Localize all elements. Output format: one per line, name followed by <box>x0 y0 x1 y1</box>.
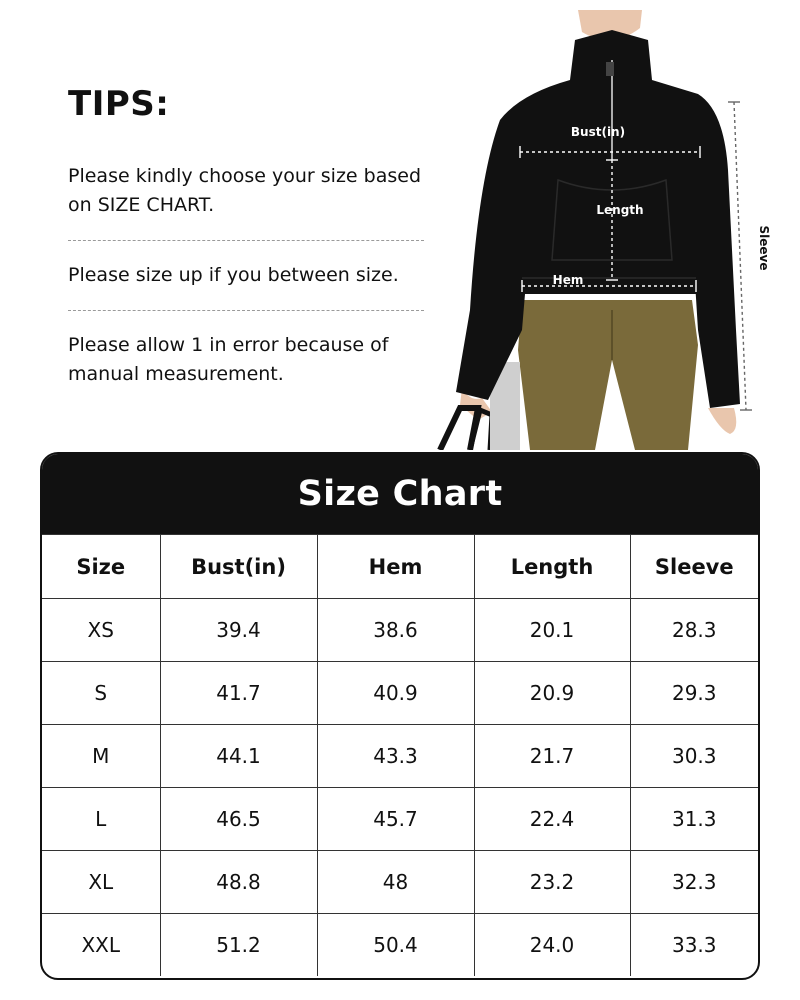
leggings-illustration <box>518 300 698 450</box>
tip-divider <box>68 310 424 311</box>
cell-hem: 38.6 <box>317 599 474 662</box>
size-chart-table <box>42 534 758 976</box>
table-header-row <box>42 535 758 599</box>
cell-sleeve: 31.3 <box>630 788 758 851</box>
length-label: Length <box>596 203 644 217</box>
cell-bust: 46.5 <box>160 788 317 851</box>
cell-hem: 48 <box>317 851 474 914</box>
header-hem: Hem <box>317 535 474 599</box>
size-chart-title: Size Chart <box>42 454 758 534</box>
cell-size: XL <box>42 851 160 914</box>
table-row <box>42 914 758 977</box>
header-size: Size <box>42 535 160 599</box>
cell-sleeve: 33.3 <box>630 914 758 977</box>
cell-sleeve: 28.3 <box>630 599 758 662</box>
cell-length: 22.4 <box>474 788 630 851</box>
cell-hem: 50.4 <box>317 914 474 977</box>
table-row <box>42 788 758 851</box>
hem-label: Hem <box>552 273 584 287</box>
cell-size: S <box>42 662 160 725</box>
cell-length: 20.1 <box>474 599 630 662</box>
cell-sleeve: 30.3 <box>630 725 758 788</box>
cell-size: XS <box>42 599 160 662</box>
cell-size: L <box>42 788 160 851</box>
cell-hem: 45.7 <box>317 788 474 851</box>
size-chart-card <box>40 452 760 980</box>
cell-hem: 43.3 <box>317 725 474 788</box>
cell-bust: 51.2 <box>160 914 317 977</box>
tips-section <box>68 84 438 389</box>
tip-2: Please size up if you between size. <box>68 264 399 286</box>
cell-length: 21.7 <box>474 725 630 788</box>
tip-1: Please kindly choose your size based on SIZE CHART. <box>68 165 422 216</box>
cell-length: 24.0 <box>474 914 630 977</box>
bust-label: Bust(in) <box>570 125 626 139</box>
table-row <box>42 662 758 725</box>
cell-size: XXL <box>42 914 160 977</box>
header-sleeve: Sleeve <box>630 535 758 599</box>
header-length: Length <box>474 535 630 599</box>
table-row <box>42 725 758 788</box>
cell-length: 20.9 <box>474 662 630 725</box>
table-row <box>42 851 758 914</box>
tips-title: TIPS: <box>68 84 170 124</box>
right-hand <box>708 408 736 434</box>
cell-hem: 40.9 <box>317 662 474 725</box>
cell-bust: 39.4 <box>160 599 317 662</box>
header-bust: Bust(in) <box>160 535 317 599</box>
table-row <box>42 599 758 662</box>
cell-bust: 48.8 <box>160 851 317 914</box>
model-measurement-figure <box>430 10 790 450</box>
tip-divider <box>68 240 424 241</box>
tip-3: Please allow 1 in error because of manual measurement. <box>68 334 389 385</box>
cell-bust: 41.7 <box>160 662 317 725</box>
cell-size: M <box>42 725 160 788</box>
sleeve-label: Sleeve <box>757 225 771 271</box>
cell-sleeve: 32.3 <box>630 851 758 914</box>
cell-length: 23.2 <box>474 851 630 914</box>
cell-sleeve: 29.3 <box>630 662 758 725</box>
cell-bust: 44.1 <box>160 725 317 788</box>
